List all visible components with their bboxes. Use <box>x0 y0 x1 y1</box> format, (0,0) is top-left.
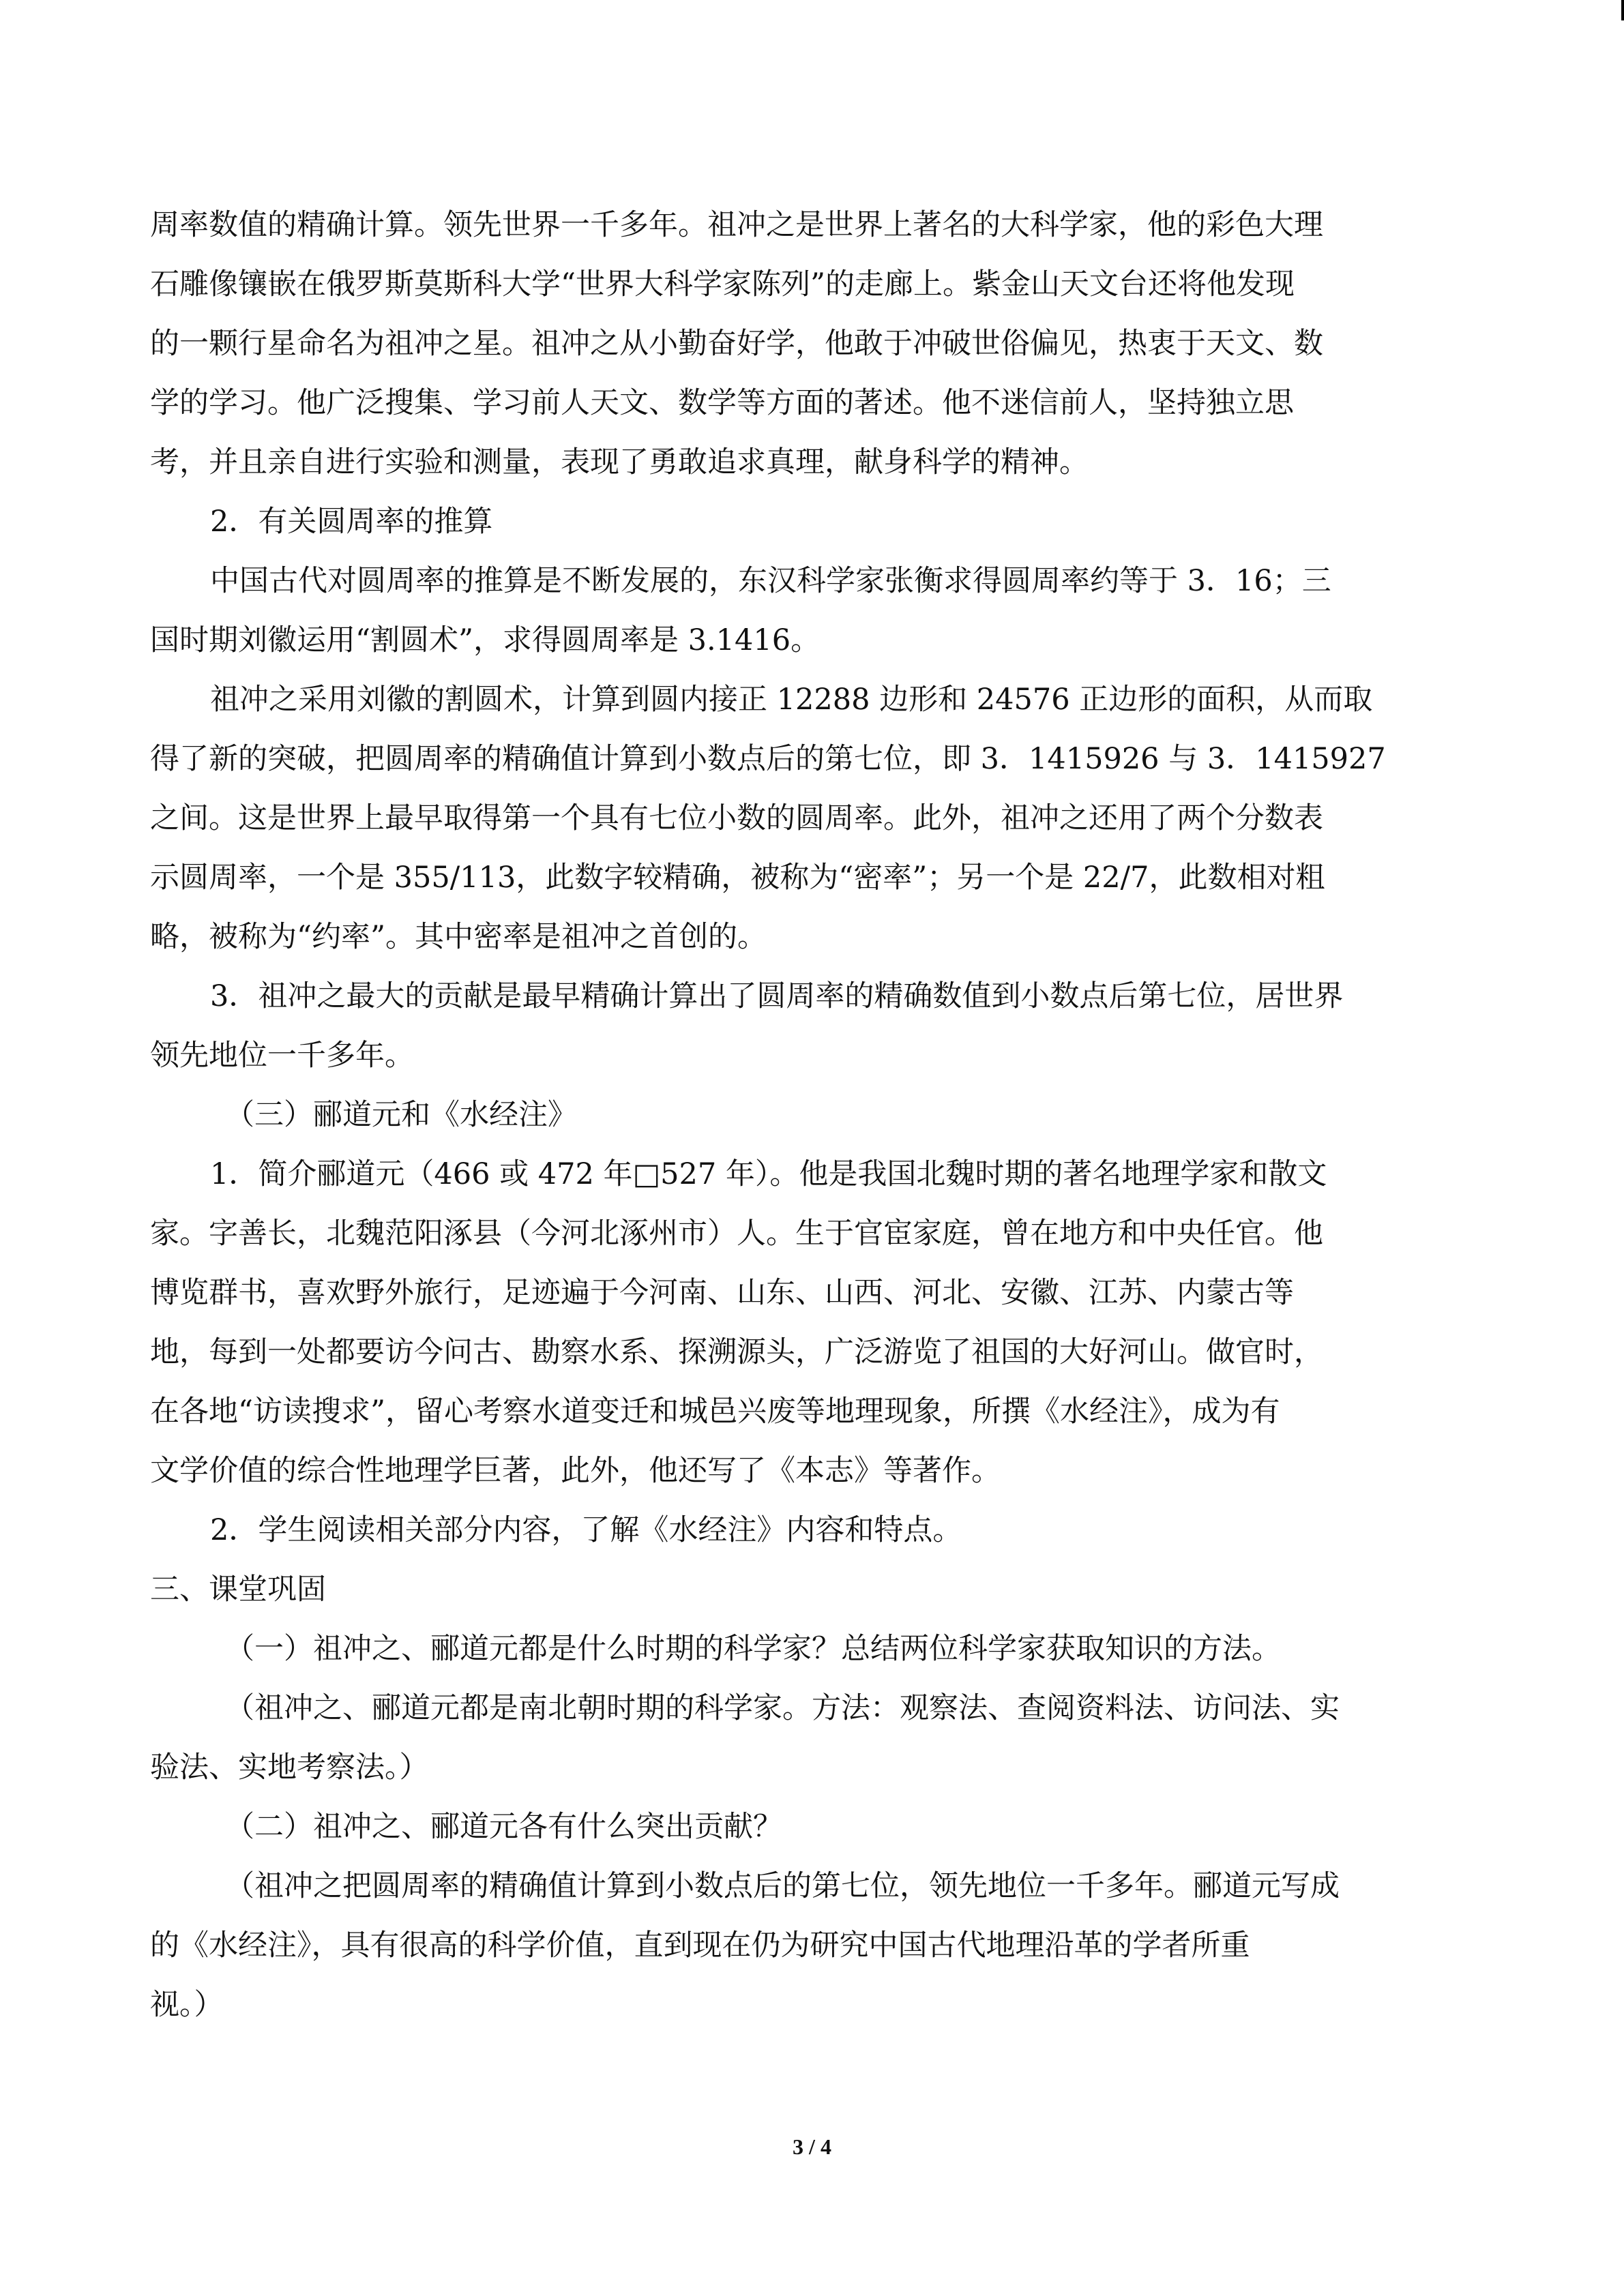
text-line: 国时期刘徽运用“割圆术”，求得圆周率是 3.1416。 <box>150 623 821 657</box>
text-line: 家。字善长，北魏范阳涿县（今河北涿州市）人。生于官宦家庭，曾在地方和中央任官。他 <box>150 1217 1323 1251</box>
top-right-edge-mark <box>1621 0 1624 20</box>
text-line: 周率数值的精确计算。领先世界一千多年。祖冲之是世界上著名的大科学家，他的彩色大理 <box>150 208 1323 242</box>
text-line: 中国古代对圆周率的推算是不断发展的，东汉科学家张衡求得圆周率约等于 3．16；三 <box>210 564 1331 598</box>
section-heading: 三、课堂巩固 <box>150 1572 326 1607</box>
text-line: 得了新的突破，把圆周率的精确值计算到小数点后的第七位，即 3．1415926 与 3．1415927 <box>150 742 1386 776</box>
text-line: 祖冲之采用刘徽的割圆术，计算到圆内接正 12288 边形和 24576 正边形的面积，从而取 <box>210 683 1373 717</box>
text-line: 文学价值的综合性地理学巨著，此外，他还写了《本志》等著作。 <box>150 1454 1001 1488</box>
text-line: 石雕像镶嵌在俄罗斯莫斯科大学“世界大科学家陈列”的走廊上。紫金山天文台还将他发现 <box>150 267 1295 301</box>
answer: 验法、实地考察法。） <box>150 1750 429 1785</box>
section-heading: （三）郦道元和《水经注》 <box>225 1098 577 1132</box>
text-line: 博览群书，喜欢野外旅行，足迹遍于今河南、山东、山西、河北、安徽、江苏、内蒙古等 <box>150 1276 1294 1310</box>
text-line: 3．祖冲之最大的贡献是最早精确计算出了圆周率的精确数值到小数点后第七位，居世界 <box>210 979 1344 1013</box>
text-line: 地，每到一处都要访今问古、勘察水系、探溯源头，广泛游览了祖国的大好河山。做官时， <box>150 1335 1323 1369</box>
text-line: 的一颗行星命名为祖冲之星。祖冲之从小勤奋好学，他敢于冲破世俗偏见，热衷于天文、数 <box>150 327 1323 361</box>
text-line: 2．学生阅读相关部分内容，了解《水经注》内容和特点。 <box>210 1513 962 1547</box>
subheading: 2．有关圆周率的推算 <box>210 505 493 539</box>
question: （一）祖冲之、郦道元都是什么时期的科学家？总结两位科学家获取知识的方法。 <box>225 1632 1281 1666</box>
question: （二）祖冲之、郦道元各有什么突出贡献？ <box>225 1810 782 1844</box>
text-line: 在各地“访读搜求”，留心考察水道变迁和城邑兴废等地理现象，所撰《水经注》，成为有 <box>150 1395 1280 1429</box>
text-line: 学的学习。他广泛搜集、学习前人天文、数学等方面的著述。他不迷信前人，坚持独立思 <box>150 386 1294 420</box>
page-number: 3 / 4 <box>793 2134 831 2159</box>
answer: 的《水经注》，具有很高的科学价值，直到现在仍为研究中国古代地理沿革的学者所重 <box>150 1928 1250 1963</box>
text-line: 考，并且亲自进行实验和测量，表现了勇敢追求真理，献身科学的精神。 <box>150 445 1089 479</box>
answer: 视。） <box>150 1988 224 2022</box>
text-line: 领先地位一千多年。 <box>150 1039 414 1073</box>
text-line: 示圆周率，一个是 355/113，此数字较精确，被称为“密率”；另一个是 22/7，此数相对粗 <box>150 861 1325 895</box>
text-line: 之间。这是世界上最早取得第一个具有七位小数的圆周率。此外，祖冲之还用了两个分数表 <box>150 801 1323 835</box>
answer: （祖冲之、郦道元都是南北朝时期的科学家。方法：观察法、查阅资料法、访问法、实 <box>225 1691 1340 1725</box>
text-line: 略，被称为“约率”。其中密率是祖冲之首创的。 <box>150 920 767 954</box>
text-line: 1．简介郦道元（466 或 472 年□527 年）。他是我国北魏时期的著名地理学家和散文 <box>210 1157 1327 1191</box>
answer: （祖冲之把圆周率的精确值计算到小数点后的第七位，领先地位一千多年。郦道元写成 <box>225 1869 1340 1903</box>
